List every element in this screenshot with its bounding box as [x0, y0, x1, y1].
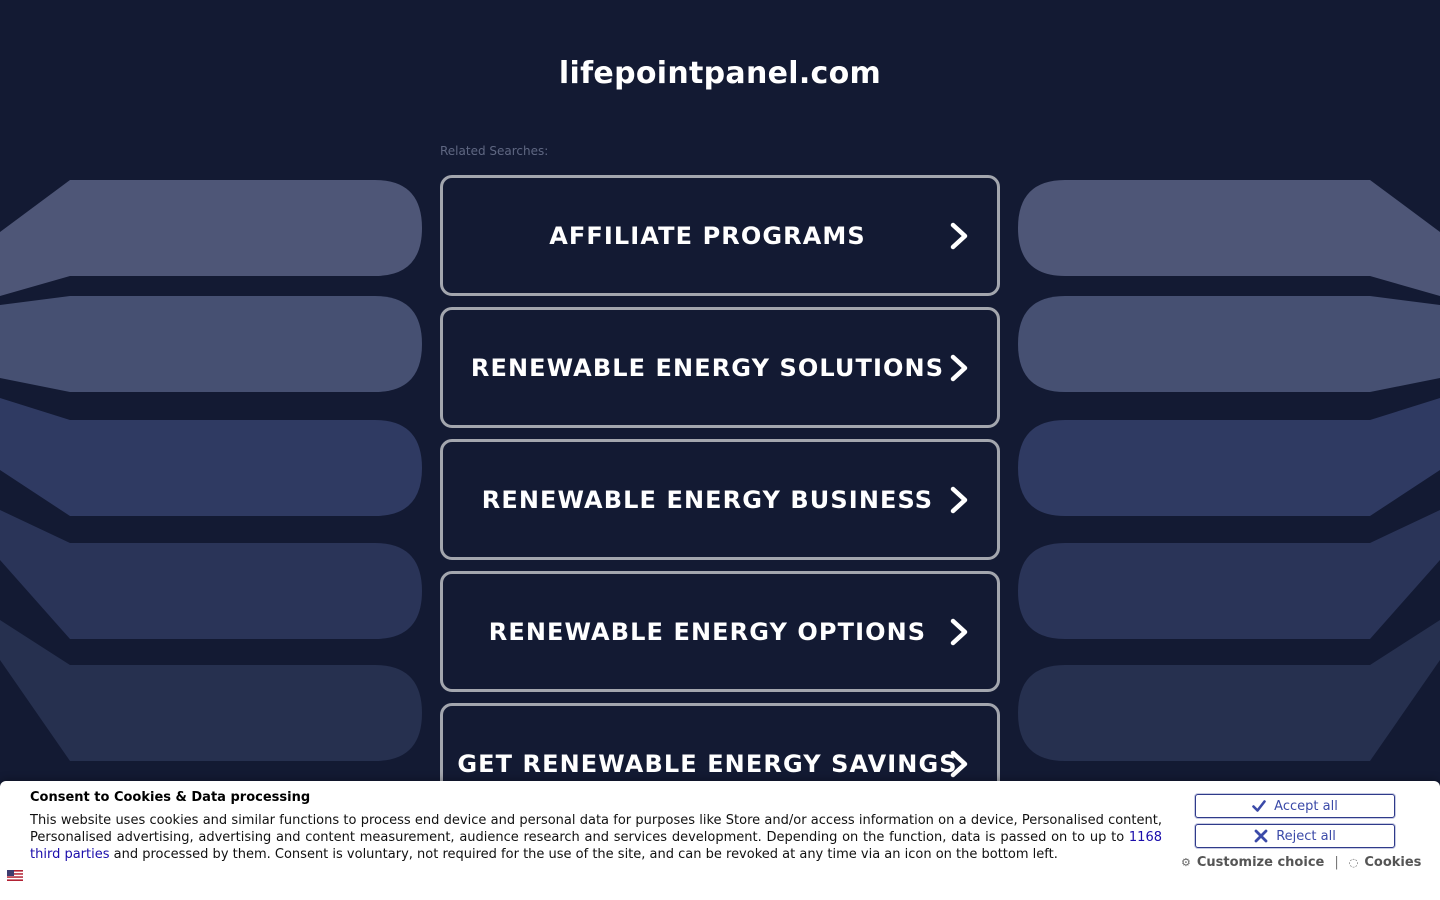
consent-body [30, 812, 1162, 863]
cookies-link[interactable]: Cookies [1364, 855, 1422, 870]
reject-all-label: Reject all [1276, 828, 1336, 844]
chevron-right-icon [949, 486, 971, 514]
accept-all-button[interactable] [1195, 794, 1395, 818]
consent-footer-links [1181, 855, 1421, 870]
close-icon [1254, 829, 1268, 843]
check-icon [1252, 799, 1266, 813]
related-link-renewable-energy-business[interactable] [440, 439, 1000, 560]
separator: | [1334, 855, 1339, 870]
related-link-label: RENEWABLE ENERGY SOLUTIONS [470, 353, 945, 382]
related-link-label: AFFILIATE PROGRAMS [549, 221, 866, 250]
related-links-list [440, 175, 1000, 835]
customize-choice-link[interactable]: Customize choice [1196, 855, 1325, 870]
consent-body-text: This website uses cookies and similar functions to process end device and personal data for purposes like Store and/or access information on a device, Personalised content, Personalised advertising, advertising and content measurement, audience research and services development. Depending on the function, data is passed on to up to [30, 813, 1162, 845]
reject-all-button[interactable] [1195, 824, 1395, 848]
related-link-label: RENEWABLE ENERGY OPTIONS [488, 617, 927, 646]
flag-icon[interactable] [7, 870, 23, 881]
chevron-right-icon [949, 354, 971, 382]
related-link-label: GET RENEWABLE ENERGY SAVINGS [457, 749, 958, 778]
domain-title: lifepointpanel.com [558, 56, 882, 91]
related-link-renewable-energy-solutions[interactable] [440, 307, 1000, 428]
chevron-right-icon [949, 618, 971, 646]
related-searches-label: Related Searches: [440, 144, 549, 158]
chevron-right-icon [949, 222, 971, 250]
chevron-right-icon [949, 750, 971, 778]
gear-icon: ⚙ [1181, 856, 1191, 869]
related-link-affiliate-programs[interactable] [440, 175, 1000, 296]
cookie-consent-banner [0, 781, 1440, 900]
cookie-icon: ◌ [1348, 856, 1359, 869]
consent-body-text-end: and processed by them. Consent is voluntary, not required for the use of the site, and can be revoked at any time via an icon on the bottom left. [109, 847, 1058, 862]
third-parties-link[interactable]: 1168 third parties [30, 830, 1162, 862]
related-link-renewable-energy-options[interactable] [440, 571, 1000, 692]
right-bands [1018, 180, 1440, 761]
consent-title: Consent to Cookies & Data processing [30, 790, 311, 805]
accept-all-label: Accept all [1274, 798, 1338, 814]
left-bands [0, 180, 422, 761]
related-link-label: RENEWABLE ENERGY BUSINESS [481, 485, 934, 514]
